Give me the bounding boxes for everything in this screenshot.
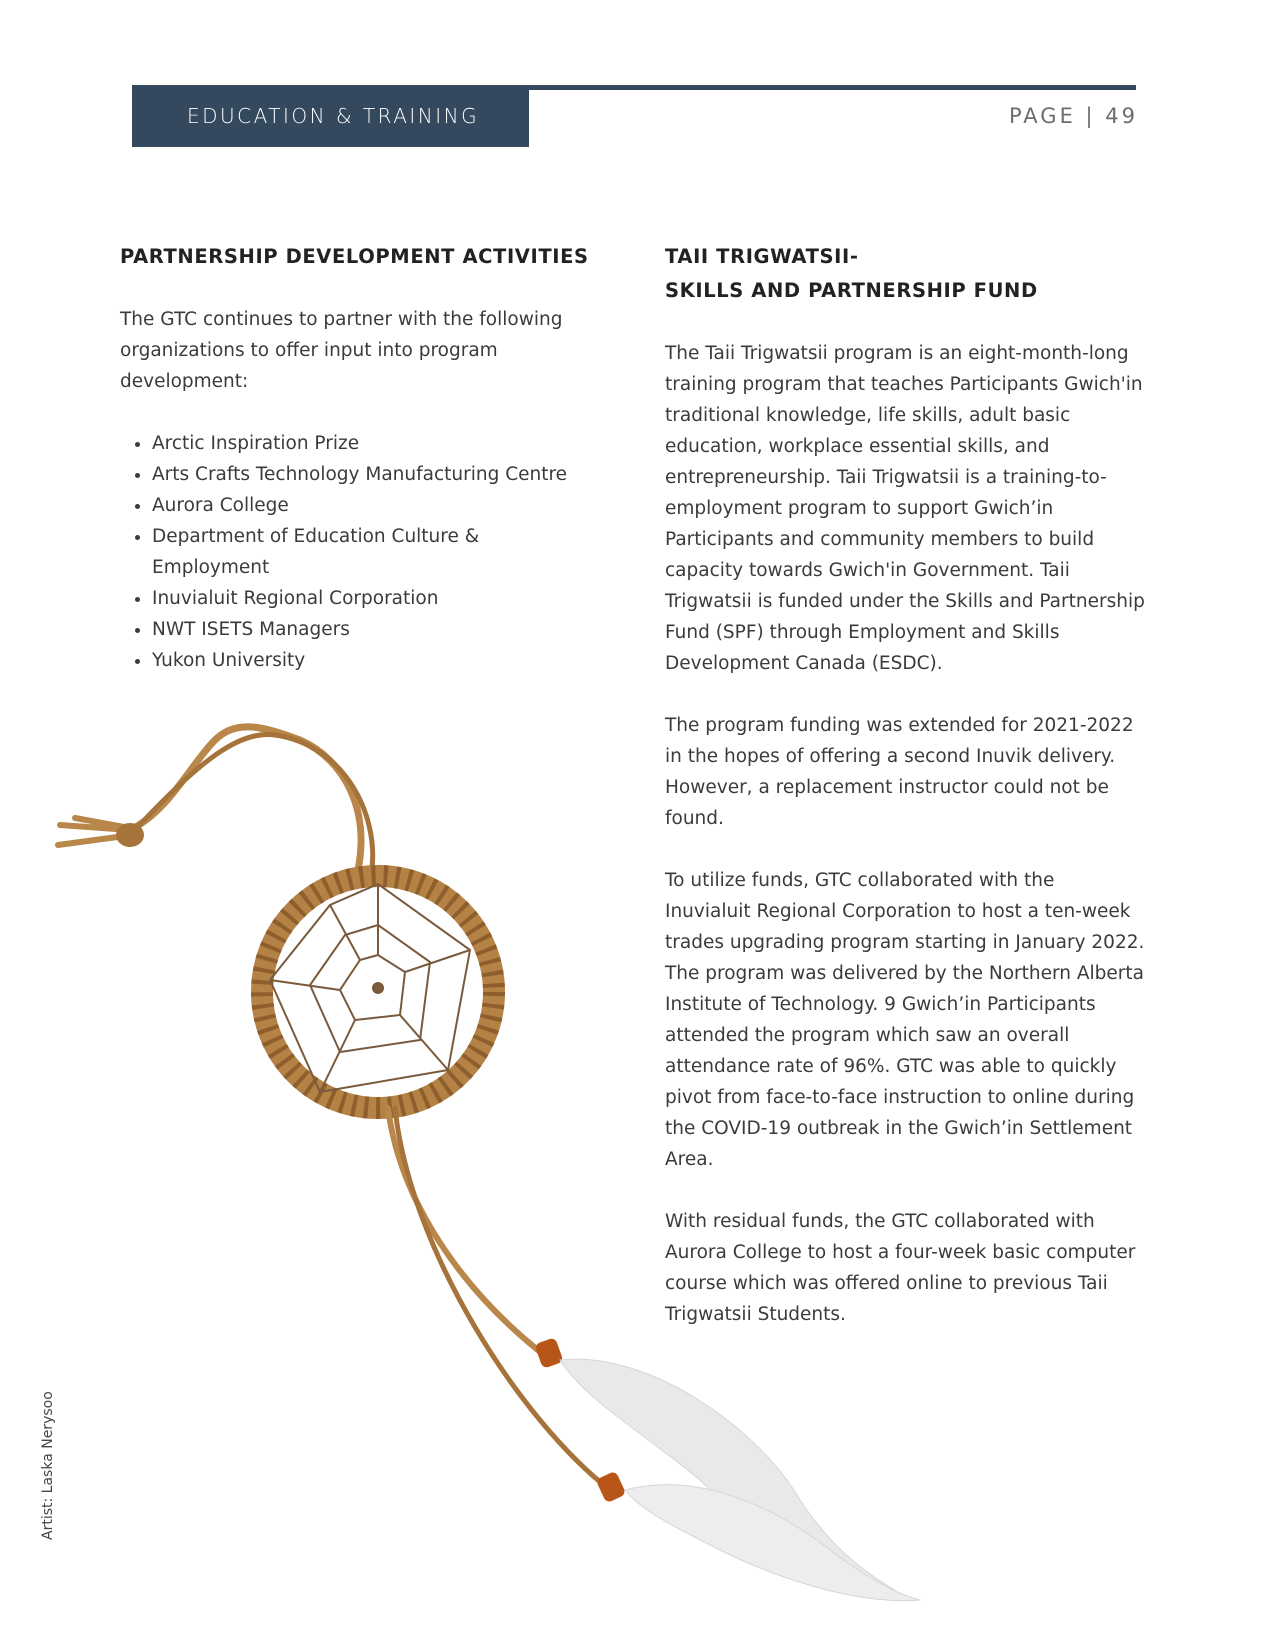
partnership-heading: PARTNERSHIP DEVELOPMENT ACTIVITIES	[120, 245, 589, 268]
list-item: • Arts Crafts Technology Manufacturing Centre	[152, 459, 590, 490]
bead	[534, 1337, 564, 1369]
section-label: EDUCATION & TRAINING	[187, 104, 480, 128]
artist-credit: Artist: Laska Nerysoo	[40, 1391, 56, 1540]
feather-string	[395, 1108, 610, 1490]
funding-extension: The program funding was extended for 2021-2022 in the hopes of offering a second Inuvik delivery. However, a replacement instructor could not be found.	[665, 715, 1134, 829]
feather-string	[388, 1108, 548, 1358]
page-number: PAGE | 49	[1008, 104, 1138, 128]
list-item: • Arctic Inspiration Prize	[152, 428, 590, 459]
bead	[596, 1471, 627, 1504]
list-item: • NWT ISETS Managers	[152, 614, 590, 645]
fund-heading-line2: SKILLS AND PARTNERSHIP FUND	[665, 279, 1038, 302]
fund-heading-line1: TAII TRIGWATSII-	[665, 245, 859, 268]
list-item: • Inuvialuit Regional Corporation	[152, 583, 590, 614]
list-item: • Yukon University	[152, 645, 590, 676]
list-item: • Aurora College	[152, 490, 590, 521]
program-description: The Taii Trigwatsii program is an eight-month-long training program that teaches Participants Gwich'in traditional knowledge, life skills, adult basic education, workplace essential skills, and entrepreneurship. Taii Trigwatsii is a training-to-employment program to support Gwich’in Participants and community members to build capacity towards Gwich'in Government. Taii Trigwatsii is funded under the Skills and Partnership Fund (SPF) through Employment and Skills Development Canada (ESDC).	[665, 343, 1145, 674]
list-item: • Department of Education Culture & Employment	[152, 521, 590, 583]
cord-knot	[116, 823, 144, 847]
web-center-bead	[372, 982, 384, 994]
partnership-intro: The GTC continues to partner with the following organizations to offer input into program development:	[120, 309, 563, 392]
computer-course: With residual funds, the GTC collaborated with Aurora College to host a four-week basic computer course which was offered online to previous Taii Trigwatsii Students.	[665, 1211, 1136, 1325]
trades-program: To utilize funds, GTC collaborated with the Inuvialuit Regional Corporation to host a ten-week trades upgrading program starting in January 2022. The program was delivered by the Northern Alberta Institute of Technology. 9 Gwich’in Participants attended the program which saw an overall attendance rate of 96%. GTC was able to quickly pivot from face-to-face instruction to online during the COVID-19 outbreak in the Gwich’in Settlement Area.	[665, 870, 1145, 1170]
